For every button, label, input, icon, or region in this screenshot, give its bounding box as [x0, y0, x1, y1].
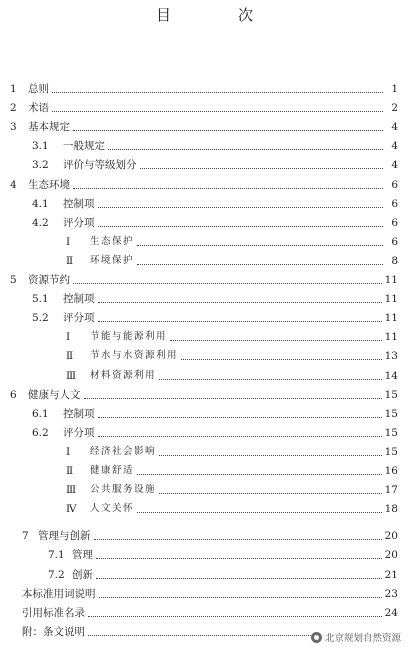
- dot-leader: [98, 320, 382, 322]
- toc-entry[interactable]: [10, 100, 398, 116]
- toc-entry[interactable]: [10, 81, 398, 97]
- toc-entry-number: 6: [10, 388, 17, 401]
- toc-entry-page: 2: [391, 102, 398, 115]
- toc-entry-page: 11: [384, 331, 398, 344]
- toc-entry[interactable]: [10, 272, 398, 288]
- toc-entry-number: Ⅰ: [66, 235, 71, 248]
- dot-leader: [137, 244, 383, 246]
- toc-entry-label: 管理与创新: [38, 530, 91, 543]
- toc-entry-number: 2: [10, 102, 17, 115]
- toc-entry-number: 6.1: [32, 407, 49, 420]
- toc-entry-label: 评分项: [63, 312, 95, 325]
- toc-entry-label: 公共服务设施: [90, 484, 157, 496]
- toc-entry-label: 评分项: [63, 426, 95, 439]
- toc-entry-page: 13: [384, 350, 398, 363]
- dot-leader: [140, 167, 384, 169]
- toc-entry-label: 管理: [72, 549, 93, 562]
- dot-leader: [73, 129, 383, 131]
- dot-leader: [159, 454, 382, 456]
- toc-entry-page: 15: [384, 407, 398, 420]
- toc-entry-number: 3.1: [32, 140, 49, 153]
- toc-entry-page: 24: [384, 606, 398, 619]
- toc-entry-number: 5.1: [32, 293, 49, 306]
- dot-leader: [96, 557, 382, 559]
- toc-entry-label: 资源节约: [28, 274, 70, 286]
- toc-entry-label: 生态环境: [28, 178, 70, 191]
- toc-entry-page: 14: [384, 369, 398, 382]
- toc-entry-number: Ⅲ: [66, 484, 77, 497]
- toc-entry[interactable]: [66, 463, 398, 479]
- toc-entry-label: 节能与能源利用: [90, 331, 168, 343]
- toc-entry-label: 环境保护: [90, 254, 135, 266]
- toc-entry-label: 健康舒适: [90, 465, 135, 476]
- toc-entry-number: 7.1: [48, 549, 65, 562]
- toc-entry-number: 4: [10, 178, 17, 191]
- watermark: [311, 630, 401, 644]
- toc-entry-page: 15: [384, 426, 398, 439]
- dot-leader: [99, 596, 382, 598]
- toc-entry-number: Ⅲ: [66, 369, 77, 382]
- toc-entry-label: 评分项: [63, 216, 95, 229]
- toc-entry-page: 17: [384, 484, 398, 497]
- toc-entry[interactable]: [66, 253, 398, 269]
- toc-entry[interactable]: [48, 547, 398, 563]
- dot-leader: [137, 511, 382, 513]
- dot-leader: [88, 615, 382, 617]
- toc-entry-number: Ⅰ: [66, 445, 71, 458]
- dot-leader: [98, 206, 384, 208]
- dot-leader: [94, 538, 382, 540]
- toc-entry-page: 6: [391, 197, 398, 210]
- toc-entry[interactable]: [22, 605, 398, 621]
- toc-entry-label: 术语: [28, 102, 49, 115]
- toc-entry[interactable]: [32, 196, 398, 212]
- toc-entry-label: 人文关怀: [90, 503, 135, 515]
- dot-leader: [96, 577, 382, 579]
- toc-entry[interactable]: [32, 291, 398, 307]
- toc-entry-number: Ⅱ: [66, 254, 74, 267]
- toc-entry-page: 11: [384, 274, 398, 286]
- toc-entry-number: 7.2: [48, 568, 65, 581]
- toc-entry-number: 7: [22, 530, 29, 543]
- dot-leader: [159, 378, 382, 380]
- toc-entry-number: 4.2: [32, 216, 49, 229]
- toc-entry-label: 控制项: [63, 197, 95, 210]
- dot-leader: [137, 263, 383, 265]
- dot-leader: [98, 416, 382, 418]
- toc-entry-label: 健康与人文: [28, 388, 81, 401]
- dot-leader: [84, 397, 382, 399]
- toc-entry[interactable]: [32, 138, 398, 154]
- toc-entry-page: 21: [384, 568, 398, 581]
- toc-entry[interactable]: [66, 234, 398, 250]
- dot-leader: [73, 282, 382, 284]
- dot-leader: [170, 339, 382, 341]
- toc-entry[interactable]: [48, 567, 398, 583]
- toc-entry-label: 经济社会影响: [90, 445, 157, 457]
- toc-entry[interactable]: [66, 329, 398, 345]
- toc-entry-label: 本标准用词说明: [22, 587, 96, 600]
- toc-entry-label: 控制项: [63, 407, 95, 420]
- toc-entry[interactable]: [66, 501, 398, 517]
- toc-entry-label: 评价与等级划分: [63, 159, 137, 172]
- page-title: 目 次: [155, 6, 279, 24]
- toc-entry-label: 生态保护: [90, 235, 135, 247]
- toc-entry-label: 一般规定: [63, 140, 105, 153]
- toc-entry[interactable]: [10, 119, 398, 135]
- toc-entry-page: 6: [391, 235, 398, 248]
- toc-entry-page: 6: [391, 178, 398, 191]
- toc-entry[interactable]: [32, 406, 398, 422]
- toc-entry-number: 3: [10, 121, 17, 134]
- toc-entry-label: 控制项: [63, 293, 95, 306]
- dot-leader: [52, 91, 383, 93]
- wechat-logo-icon: [311, 632, 322, 643]
- toc-entry-page: 18: [384, 503, 398, 516]
- toc-entry-label: 总则: [28, 83, 49, 95]
- toc-entry-page: 6: [391, 216, 398, 229]
- toc-entry-page: 15: [384, 445, 398, 458]
- toc-entry[interactable]: [10, 387, 398, 403]
- toc-entry[interactable]: [66, 368, 398, 384]
- dot-leader: [159, 492, 382, 494]
- toc-entry-label: 附：条文说明: [22, 625, 85, 638]
- dot-leader: [73, 187, 383, 189]
- toc-entry[interactable]: [22, 586, 398, 602]
- dot-leader: [137, 473, 382, 475]
- toc-entry-page: 4: [391, 159, 398, 172]
- toc-entry-page: 20: [384, 530, 398, 543]
- toc-entry-page: 4: [391, 140, 398, 153]
- toc-entry-page: 11: [384, 293, 398, 306]
- toc-entry[interactable]: [32, 215, 398, 231]
- dot-leader: [98, 435, 382, 437]
- toc-entry-page: 11: [384, 312, 398, 325]
- toc-entry-page: 23: [384, 587, 398, 600]
- dot-leader: [98, 225, 384, 227]
- toc-entry-label: 引用标准名录: [22, 606, 85, 619]
- toc-entry[interactable]: [66, 482, 398, 498]
- toc-entry[interactable]: [10, 177, 398, 193]
- toc-entry-page: 8: [391, 254, 398, 267]
- dot-leader: [98, 301, 382, 303]
- toc-entry-number: 5.2: [32, 312, 49, 325]
- toc-entry-number: Ⅱ: [66, 465, 74, 477]
- toc-entry-number: 3.2: [32, 159, 49, 172]
- toc-entry-page: 4: [391, 121, 398, 134]
- toc-entry[interactable]: [32, 425, 398, 441]
- toc-entry-page: 16: [384, 465, 398, 477]
- toc-entry-number: 6.2: [32, 426, 49, 439]
- toc-entry-label: 创新: [72, 568, 93, 581]
- toc-entry-label: 基本规定: [28, 121, 70, 134]
- dot-leader: [181, 358, 382, 360]
- toc-entry-number: Ⅰ: [66, 331, 71, 344]
- toc-entry[interactable]: [22, 528, 398, 544]
- toc-entry-page: 20: [384, 549, 398, 562]
- toc-entry-number: 1: [10, 83, 17, 95]
- toc-entry-number: Ⅳ: [66, 503, 77, 516]
- toc-entry-label: 材料资源利用: [90, 369, 157, 381]
- toc-entry[interactable]: [66, 348, 398, 364]
- toc-entry-label: 节水与水资源利用: [90, 350, 179, 362]
- toc-entry-page: 1: [391, 83, 398, 95]
- dot-leader: [108, 148, 383, 150]
- toc-entry-number: 5: [10, 274, 17, 286]
- toc-entry[interactable]: [32, 310, 398, 326]
- toc-entry-number: 4.1: [32, 197, 49, 210]
- toc-entry[interactable]: [32, 157, 398, 173]
- toc-entry-page: 15: [384, 388, 398, 401]
- toc-entry[interactable]: [66, 444, 398, 460]
- watermark-text: 北京规划自然资源: [324, 633, 401, 644]
- dot-leader: [52, 110, 383, 112]
- toc-entry-number: Ⅱ: [66, 350, 74, 363]
